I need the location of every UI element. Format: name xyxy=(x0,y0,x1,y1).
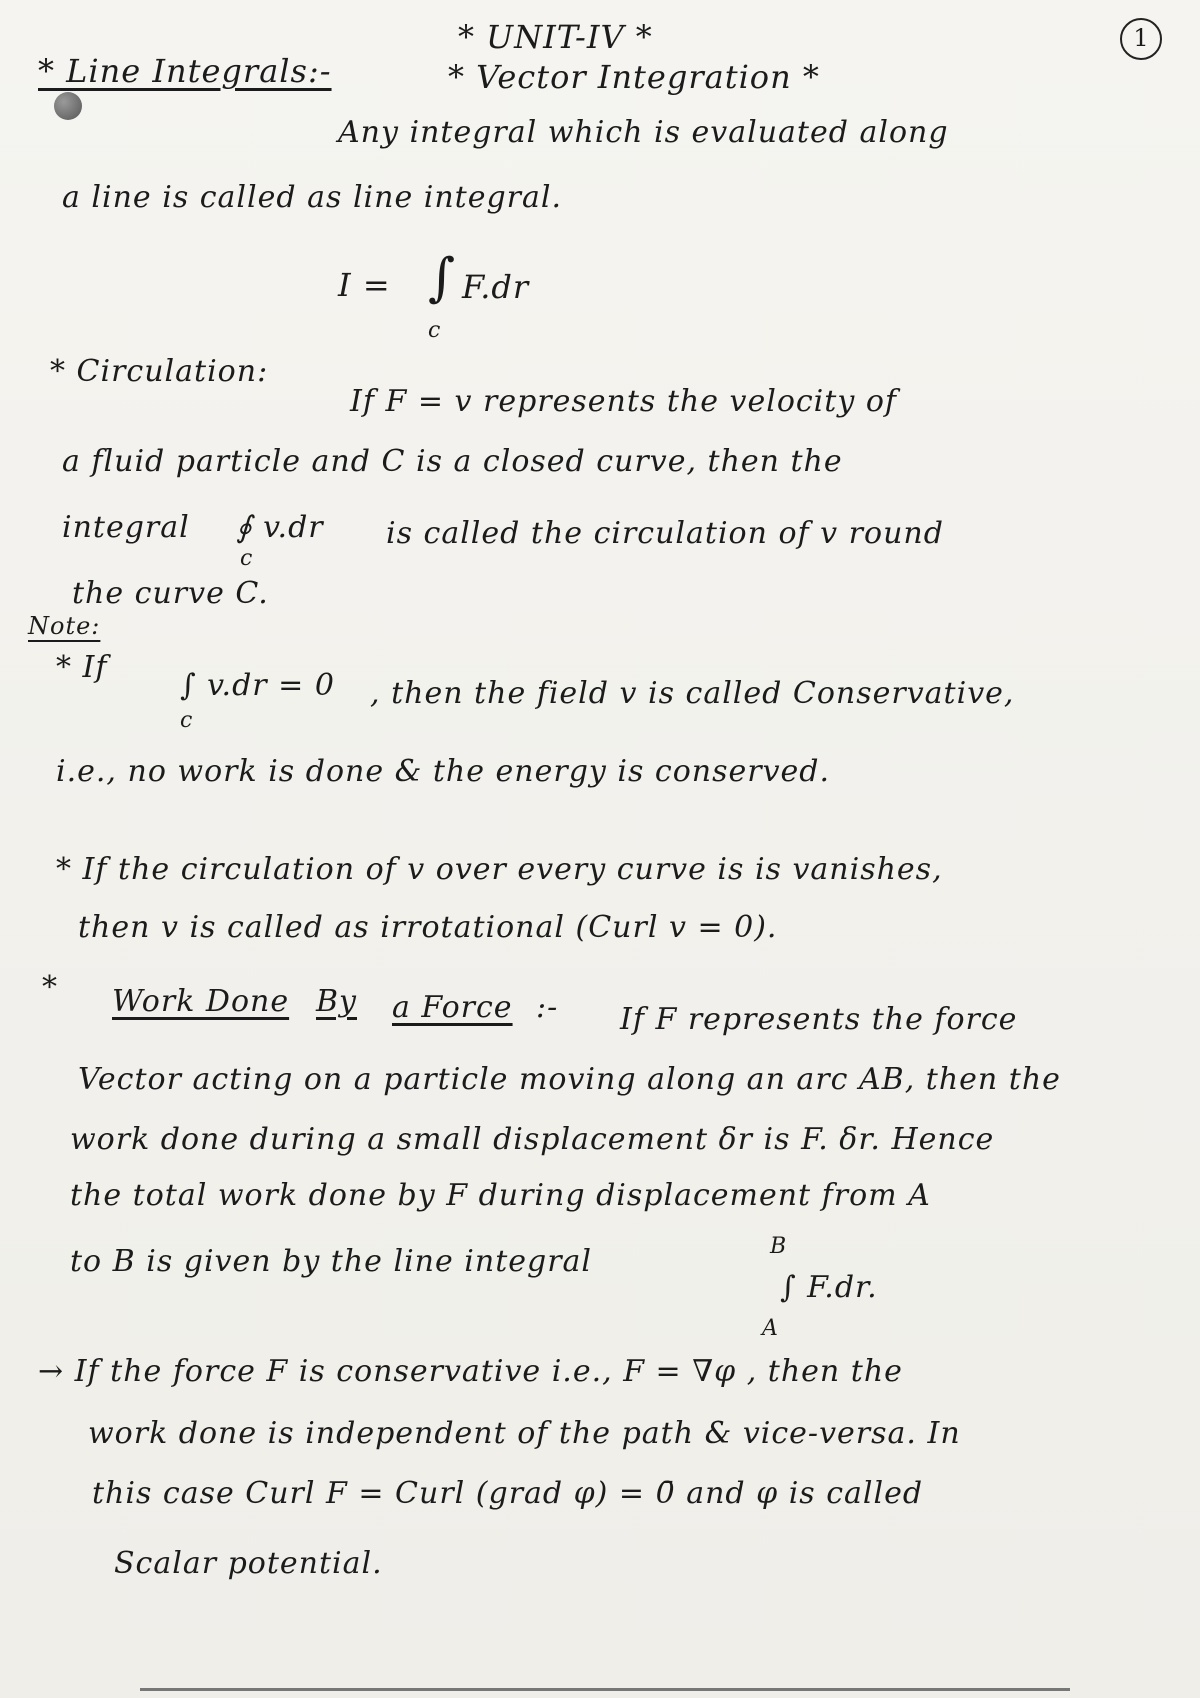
conservative-line-3: this case Curl F = Curl (grad φ) = 0̄ and φ is called xyxy=(92,1476,924,1511)
conservative-line-4: Scalar potential. xyxy=(114,1546,383,1581)
work-done-line-2: Vector acting on a particle moving along an arc AB, then the xyxy=(78,1062,1061,1097)
work-done-line-5-start: to B is given by the line integral xyxy=(70,1244,593,1279)
subject-title: * Vector Integration * xyxy=(448,58,820,96)
circulation-line-1: If F = v represents the velocity of xyxy=(350,384,897,419)
circulation-heading: * Circulation: xyxy=(50,354,269,389)
note-point-1-line-2: i.e., no work is done & the energy is conserved. xyxy=(56,754,831,789)
work-done-heading-suffix: :- xyxy=(536,990,559,1025)
line-integrals-heading: * Line Integrals:- xyxy=(38,52,332,90)
conservative-line-1: → If the force F is conservative i.e., F = ∇φ , then the xyxy=(38,1354,903,1389)
conservative-line-2: work done is independent of the path & vice-versa. In xyxy=(88,1416,961,1451)
note-point-1-limit: c xyxy=(180,708,194,733)
page-bottom-edge xyxy=(140,1688,1070,1691)
unit-title: * UNIT-IV * xyxy=(458,18,653,56)
work-done-expression: ∫ F.dr. xyxy=(780,1270,878,1305)
circulation-line-2: a fluid particle and C is a closed curve, then the xyxy=(62,444,843,479)
work-done-line-4: the total work done by F during displacement from A xyxy=(70,1178,931,1213)
note-point-1-start: * If xyxy=(56,650,108,685)
formula-lhs: I = xyxy=(338,266,391,304)
circulation-line-3-start: integral xyxy=(62,510,190,545)
note-point-2-line-2: then v is called as irrotational (Curl v = 0). xyxy=(78,910,778,945)
line-integral-definition-1: Any integral which is evaluated along xyxy=(338,115,949,150)
work-done-heading-2: By xyxy=(316,984,357,1019)
work-done-upper-limit: B xyxy=(770,1234,788,1259)
circulation-limit: c xyxy=(240,546,254,571)
note-point-1-expression: ∫ v.dr = 0 xyxy=(180,668,335,703)
work-done-star: * xyxy=(42,970,58,1005)
work-done-heading-1: Work Done xyxy=(112,984,290,1019)
formula-limit: c xyxy=(428,318,442,343)
circulation-line-4: the curve C. xyxy=(72,576,269,611)
integral-sign-icon: ∫ xyxy=(428,248,457,308)
page-number: 1 xyxy=(1120,18,1162,60)
work-done-heading-3: a Force xyxy=(392,990,513,1025)
work-done-line-3: work done during a small displacement δr is F. δr. Hence xyxy=(70,1122,995,1157)
note-point-2-line-1: * If the circulation of v over every curve is is vanishes, xyxy=(56,852,943,887)
circulation-expression: ∮ v.dr xyxy=(236,510,324,545)
note-point-1-end: , then the field v is called Conservative, xyxy=(370,676,1015,711)
work-done-line-1: If F represents the force xyxy=(620,1002,1018,1037)
bullet-dot-icon xyxy=(54,92,82,120)
circulation-line-3-end: is called the circulation of v round xyxy=(386,516,944,551)
formula-integrand: F.dr xyxy=(462,268,530,306)
line-integral-definition-2: a line is called as line integral. xyxy=(62,180,563,215)
note-heading: Note: xyxy=(28,612,101,640)
work-done-lower-limit: A xyxy=(762,1316,779,1341)
